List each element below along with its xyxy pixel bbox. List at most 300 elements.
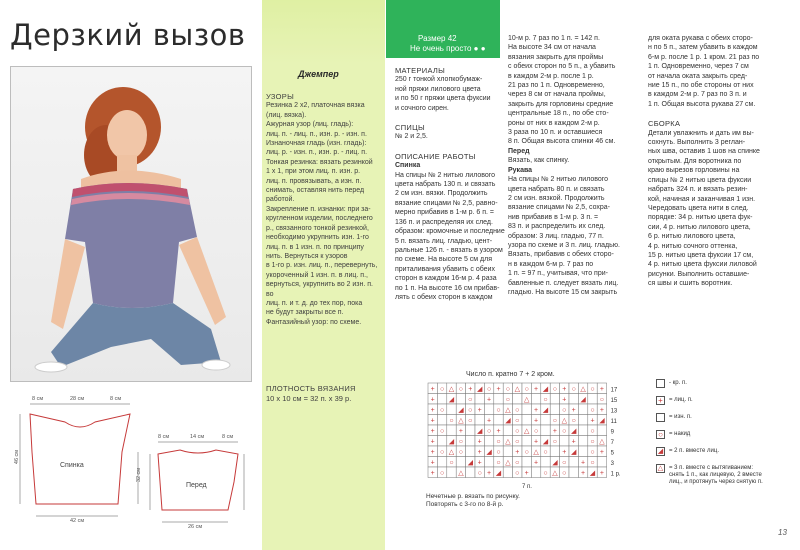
chart-symbol: △ — [505, 459, 511, 467]
dim-label: 28 см — [70, 396, 85, 402]
text-line: в каждом 2-м р. после 1 р. — [508, 72, 594, 80]
chart-symbol: + — [599, 406, 604, 414]
chart-symbol: + — [571, 438, 576, 446]
chart-symbol: ○ — [562, 459, 567, 467]
chart-symbol: ○ — [496, 438, 501, 446]
back-continued — [508, 34, 622, 147]
chart-symbol: + — [430, 406, 435, 414]
text-line: 15 р. нитью цвета фуксии 17 см, — [648, 251, 754, 259]
knitting-chart — [426, 381, 636, 489]
chart-symbol: + — [599, 448, 604, 456]
chart-symbol: ○ — [524, 448, 529, 456]
size-label: Размер 42 — [418, 34, 457, 43]
chart-row-number: 11 — [610, 418, 617, 425]
schematic-drawing — [10, 392, 250, 542]
text-line: образом: кромочные и последние — [395, 228, 505, 236]
chart-symbol: + — [515, 448, 520, 456]
text-line: снимать, оставляя нить перед — [266, 187, 365, 195]
chart-symbol: ◢ — [571, 448, 577, 456]
chart-symbol: ○ — [468, 406, 473, 414]
materials-lines — [395, 75, 505, 113]
text-line: кругленном изделии, последнего — [266, 215, 373, 223]
text-line: узора по схеме и 3 п. лиц. гладью. — [508, 241, 620, 249]
chart-cell — [484, 457, 493, 468]
chart-symbol: ○ — [496, 459, 501, 467]
text-line: На спицы № 2 нитью лилового — [508, 176, 609, 184]
text-line: цвета набрать 80 п. и связать — [508, 185, 605, 193]
chart-cell — [456, 457, 465, 468]
chart-cell — [456, 394, 465, 405]
text-line: лиц. п. провязывать, а изн. п. — [266, 177, 362, 185]
chart-symbol: ○ — [562, 406, 567, 414]
text-line: сии, 4 р. нитью лилового цвета, — [648, 223, 751, 231]
text-line: 4 р. нитью цвета фуксии лиловой — [648, 261, 757, 269]
chart-footer-line: Нечетные р. вязать по рисунку. — [426, 493, 520, 500]
chart-footer-line: Повторять с 3-го по 8-й р. — [426, 501, 504, 508]
chart-symbol: ○ — [571, 417, 576, 425]
chart-symbol: ○ — [439, 427, 445, 435]
dim-label: 42 см — [70, 518, 85, 524]
text-line: бавленные п. следует вязать лиц. — [508, 279, 619, 287]
chart-symbol: ○ — [590, 427, 595, 435]
chart-symbol: ○ — [505, 396, 511, 404]
text-line: набрать 324 п. и вязать резин- — [648, 186, 748, 194]
chart-legend — [656, 379, 764, 495]
difficulty-label: Не очень просто ● ● — [410, 44, 486, 53]
chart-repeat-label: 7 п. — [522, 484, 532, 489]
text-line: На спицы № 2 нитью лилового — [395, 171, 496, 179]
legend-plus-icon: + — [656, 396, 665, 405]
text-line: гладью. На высоте 15 см закрыть — [508, 288, 618, 296]
chart-row-number: 3 — [610, 460, 614, 467]
chart-symbol: + — [477, 438, 482, 446]
chart-symbol: + — [581, 459, 586, 467]
needles-value: № 2 и 2,5. — [395, 133, 428, 141]
chart-symbol: ○ — [458, 448, 464, 456]
chart-cell — [484, 404, 493, 415]
chart-symbol: + — [599, 469, 604, 477]
text-line: по схеме. На высоте 5 см для — [395, 256, 493, 264]
sleeve-lines — [508, 175, 622, 297]
text-line: На высоте 34 см от начала — [508, 44, 596, 52]
back-piece-label: Спинка — [60, 462, 84, 469]
chart-symbol: + — [430, 396, 435, 404]
text-line: закрыть для горловины средние — [508, 100, 614, 108]
text-line: ных шва, оставив 1 шов на спинке — [648, 148, 760, 156]
dim-label: 14 см — [190, 434, 205, 440]
chart-cell — [447, 467, 456, 478]
text-line: ние 15 п., по обе стороны от них — [648, 82, 754, 90]
chart-cell — [522, 415, 531, 426]
legend-sk2p-icon: △ — [657, 465, 664, 472]
chart-symbol: ◢ — [552, 459, 558, 467]
text-line: вернуться, укрупнить во 2 изн. п. во — [266, 281, 373, 298]
density-heading: ПЛОТНОСТЬ ВЯЗАНИЯ — [266, 384, 356, 393]
difficulty-dots-icon: ● ● — [473, 44, 486, 53]
back-lines — [395, 171, 505, 303]
chart-symbol: ◢ — [589, 469, 596, 477]
chart-symbol: ○ — [590, 448, 595, 456]
sleeves-heading: Рукава — [508, 166, 533, 174]
text-line: в 1-го р. изн. лиц. п., перевернуть, — [266, 262, 378, 270]
chart-symbol: ◢ — [571, 427, 577, 435]
chart-symbol: + — [552, 427, 557, 435]
text-line: нив прибавив в 1-м р. 3 п. = — [508, 213, 599, 221]
chart-cell — [569, 467, 578, 478]
chart-symbol: △ — [599, 438, 605, 446]
text-line: Тонкая резинка: вязать резинкой — [266, 158, 373, 166]
dim-label: 8 см — [158, 434, 170, 440]
chart-row-number: 7 — [610, 439, 614, 446]
chart-symbol: + — [496, 427, 501, 435]
dim-label: 8 см — [110, 396, 122, 402]
materials-column — [395, 66, 505, 302]
front-lines — [508, 156, 622, 165]
chart-symbol: △ — [458, 417, 464, 425]
chart-symbol: ◢ — [477, 385, 483, 393]
chart-symbol: ○ — [562, 469, 567, 477]
chart-symbol: + — [477, 406, 482, 414]
text-line: краю вырезов горловины на — [648, 167, 740, 175]
chart-symbol: ○ — [496, 448, 501, 456]
chart-symbol: ◢ — [542, 406, 549, 414]
dim-label: 46 см — [14, 449, 21, 465]
chart-symbol: + — [477, 459, 482, 467]
chart-symbol: + — [430, 448, 435, 456]
text-line: образом: 3 лиц. гладью, 77 п. — [508, 232, 604, 240]
patterns-lines — [266, 101, 382, 327]
chart-symbol: + — [496, 385, 501, 393]
chart-symbol: ○ — [552, 438, 558, 446]
chart-symbol: △ — [524, 396, 530, 404]
text-line: кой, начиная и заканчивая 1 изн. — [648, 195, 756, 203]
chart-symbol: ○ — [543, 469, 548, 477]
chart-symbol: ○ — [590, 438, 595, 446]
chart-row-number: 17 — [610, 387, 618, 394]
text-line: Закрепление п. изнанки: при за- — [266, 205, 371, 213]
text-line: Детали увлажнить и дать им вы- — [648, 129, 754, 137]
chart-symbol: + — [590, 417, 595, 425]
chart-symbol: ○ — [552, 385, 558, 393]
chart-cell — [437, 394, 446, 405]
chart-symbol: + — [487, 396, 492, 404]
chart-cell — [475, 394, 484, 405]
chart-symbol: ◢ — [467, 459, 473, 467]
chart-cell — [447, 425, 456, 436]
chart-symbol: △ — [458, 469, 464, 477]
chart-cell — [484, 436, 493, 447]
chart-symbol: ○ — [562, 427, 567, 435]
assembly-heading: СБОРКА — [648, 119, 681, 129]
text-line: 136 п. и распределяя их след. — [395, 218, 493, 226]
text-line: (лиц. вязка). — [266, 111, 307, 119]
chart-symbol: + — [468, 385, 473, 393]
dim-label: 8 см — [222, 434, 234, 440]
chart-cell — [578, 436, 587, 447]
chart-footer — [426, 493, 520, 509]
chart-row-number: 15 — [610, 397, 618, 404]
chart-symbol: + — [571, 406, 576, 414]
text-line: мерно прибавив в 1-м р. 6 п. = — [395, 209, 494, 217]
chart-cell — [503, 467, 512, 478]
chart-symbol: ○ — [515, 406, 520, 414]
text-line: и по 50 г пряжи цвета фуксии — [395, 95, 491, 103]
legend-item: = изн. п. — [669, 414, 692, 420]
text-line: 83 п. и распределить их след. — [508, 223, 606, 231]
chart-symbol: + — [534, 459, 539, 467]
patterns-heading: УЗОРЫ — [266, 92, 295, 101]
text-line: приталивания убавить с обеих — [395, 265, 495, 273]
chart-symbol: + — [524, 469, 529, 477]
chart-symbol: ○ — [458, 438, 464, 446]
needles-heading: СПИЦЫ — [395, 123, 425, 133]
chart-symbol: + — [534, 417, 539, 425]
legend-item: - кр. п. — [669, 380, 687, 386]
text-line: 1 п. = 97 п., учитывая, что при- — [508, 270, 608, 278]
text-line: 250 г тонкой хлопкобумаж- — [395, 76, 483, 84]
chart-symbol: ◢ — [458, 406, 464, 414]
chart-cell — [541, 415, 550, 426]
chart-cell — [475, 415, 484, 426]
text-line: от начала окатa закрыть сред- — [648, 72, 748, 80]
chart-cell — [494, 394, 503, 405]
chart-symbol: ○ — [590, 406, 595, 414]
text-line: лиц. п. и т. д. до тех пор, пока — [266, 299, 363, 307]
text-line: Чередовать цвета нити в след. — [648, 204, 749, 212]
chart-symbol: + — [458, 427, 463, 435]
chart-symbol: ○ — [543, 448, 548, 456]
chart-cell — [513, 394, 522, 405]
text-line: Изнаночная гладь (изн. гладь): — [266, 140, 367, 148]
chart-symbol: + — [430, 459, 435, 467]
chart-row-number: 5 — [610, 450, 614, 457]
chart-symbol: ○ — [439, 406, 445, 414]
text-line: спицы № 2 нитью цвета фуксии — [648, 176, 752, 184]
text-line: 3 раза по 10 п. и оставшиеся — [508, 129, 603, 137]
chart-symbol: △ — [505, 406, 511, 414]
text-line: р., связанного тонкой резинкой, — [266, 224, 369, 232]
chart-cell — [531, 467, 540, 478]
text-line: 1 п. Общая высота рукава 27 см. — [648, 100, 756, 108]
chart-row-number: 9 — [610, 429, 614, 436]
chart-cell — [522, 404, 531, 415]
chart-symbol: ○ — [477, 469, 482, 477]
chart-symbol: ◢ — [542, 438, 549, 446]
chart-cell — [550, 404, 559, 415]
chart-symbol: + — [430, 417, 435, 425]
chart-cell — [550, 446, 559, 457]
density-block — [266, 384, 382, 404]
chart-symbol: ○ — [458, 385, 464, 393]
text-line: ся швы и сшить воротник. — [648, 280, 733, 288]
chart-symbol: ◢ — [599, 417, 605, 425]
chart-symbol: △ — [448, 448, 455, 456]
text-line: лиц. р. - изн. п., изн. р. - лиц. п. — [266, 149, 368, 157]
text-line: н по 5 п., затем убавить в каждом — [648, 44, 758, 52]
chart-symbol: ○ — [486, 385, 492, 393]
chart-symbol: ○ — [515, 459, 520, 467]
legend-box-edge — [656, 379, 665, 388]
chart-cell — [541, 457, 550, 468]
chart-symbol: + — [534, 438, 539, 446]
chart-cell — [569, 457, 578, 468]
pattern-schematics — [10, 392, 250, 542]
chart-symbol: ○ — [496, 406, 501, 414]
text-line: вязание спицами № 2,5, сохра- — [508, 204, 611, 212]
chart-cell — [522, 457, 531, 468]
chart-symbol: + — [477, 448, 482, 456]
dim-label: 32 см — [136, 467, 143, 483]
chart-cell — [466, 467, 475, 478]
text-line: 5 п. вязать лиц. гладью, цент- — [395, 237, 493, 245]
chart-cell — [466, 446, 475, 457]
text-line: нить. Вернуться к узоров — [266, 252, 348, 260]
chart-symbol: ○ — [439, 469, 445, 477]
front-heading: Перед — [508, 147, 530, 155]
chart-symbol: △ — [505, 438, 511, 446]
text-line: для окатa рукава с обеих сторо- — [648, 35, 753, 42]
patterns-text — [266, 92, 382, 327]
chart-symbol: ○ — [468, 417, 473, 425]
text-line: порядке: 34 р. нитью цвета фук- — [648, 214, 753, 222]
text-line: лиц. п. в 1 изн. п. по принципу — [266, 243, 364, 251]
chart-symbol: ○ — [449, 417, 454, 425]
text-line: Вязать, как спинку. — [508, 157, 570, 165]
model-illustration — [11, 67, 251, 381]
text-line: по 1 п. На высоте 16 см прибав- — [395, 284, 500, 292]
work-column-3 — [648, 34, 778, 289]
chart-cell — [437, 436, 446, 447]
chart-symbol: ◢ — [448, 396, 455, 404]
chart-symbol: ○ — [515, 417, 520, 425]
chart-cell — [447, 404, 456, 415]
garment-name: Джемпер — [298, 69, 339, 79]
chart-symbol: ◢ — [580, 396, 586, 404]
chart-cell — [503, 425, 512, 436]
text-line: 8 п. Общая высота спинки 46 см. — [508, 138, 616, 146]
chart-cell — [494, 415, 503, 426]
text-line: Резинка 2 х2, платочная вязка — [266, 102, 365, 110]
text-line: через 8 см от начала проймы, — [508, 91, 606, 99]
text-line: необходимо укрупнить изн. 1-го — [266, 234, 369, 242]
text-line: 6 р. нитью лилового цвета, — [648, 233, 736, 241]
sleeve-continued — [648, 34, 778, 109]
chart-cell — [531, 394, 540, 405]
legend-item: = накид — [669, 431, 691, 437]
text-line: работой. — [266, 196, 295, 204]
chart-row-number: 13 — [610, 408, 618, 415]
chart-symbol: ○ — [590, 459, 595, 467]
text-line: сохнуть. Выполнить 3 реглан- — [648, 139, 746, 147]
chart-cell — [597, 457, 606, 468]
chart-symbol: + — [534, 385, 539, 393]
text-line: 4 р. нитью сочного оттенка, — [648, 242, 738, 250]
chart-symbol: + — [430, 438, 435, 446]
text-line: и сочного сирен. — [395, 104, 449, 112]
text-line: ной пряжи лилового цвета — [395, 85, 481, 93]
text-line: открытым. Для воротника по — [648, 157, 742, 165]
chart-cell — [522, 436, 531, 447]
chart-symbol: ○ — [486, 427, 492, 435]
chart-symbol: ○ — [515, 427, 520, 435]
text-line: вязание спицами № 2,5, равно- — [395, 199, 498, 207]
text-line: лиц. п. - лиц. п., изн. р. - изн. п. — [266, 130, 367, 138]
chart-cell — [503, 446, 512, 457]
chart-caption: Число п. кратно 7 + 2 кром. — [466, 371, 555, 378]
materials-heading: МАТЕРИАЛЫ — [395, 66, 446, 75]
chart-cell — [550, 394, 559, 405]
text-line: н в каждом 6-м р. 7 раз по — [508, 260, 594, 268]
chart-symbol: ○ — [439, 385, 445, 393]
legend-item: = 2 п. вместе лиц. — [669, 448, 719, 454]
text-line: роны от них в каждом 2-м р. — [508, 119, 600, 127]
chart-symbol: ○ — [449, 459, 454, 467]
chart-cell — [466, 436, 475, 447]
chart-cell — [541, 425, 550, 436]
work-column-2 — [508, 34, 622, 297]
chart-symbol: △ — [580, 385, 586, 393]
text-line: укороченный 1 изн. п. в лиц. п., — [266, 271, 368, 279]
patterns-panel-header — [262, 0, 385, 64]
chart-symbol: + — [562, 385, 567, 393]
text-line: сторон в каждом 16-м р. 4 раза — [395, 275, 497, 283]
model-photo — [10, 66, 252, 382]
chart-symbol: ◢ — [477, 427, 483, 435]
chart-symbol: ○ — [533, 427, 539, 435]
text-line: вязания закрыть для проймы — [508, 53, 604, 61]
chart-symbol: ○ — [515, 469, 520, 477]
text-line: 21 раз по 1 п. Одновременно, — [508, 82, 605, 90]
chart-symbol: + — [487, 469, 492, 477]
text-line: Фантазийный узор: по схеме. — [266, 318, 362, 326]
chart-symbol: ○ — [524, 385, 529, 393]
chart-symbol: ○ — [505, 385, 511, 393]
chart-symbol: ○ — [599, 396, 605, 404]
chart-symbol: △ — [448, 385, 455, 393]
text-line: ральные 126 п. - вязать в узором — [395, 246, 503, 254]
chart-symbol: + — [562, 396, 567, 404]
text-line: цвета набрать 130 п. и связать — [395, 181, 496, 189]
chart-symbol: △ — [524, 427, 530, 435]
chart-symbol: △ — [514, 385, 520, 393]
dim-label: 26 см — [188, 524, 203, 530]
legend-blank-icon — [656, 413, 665, 422]
text-line: лять с обеих сторон в каждом — [395, 293, 493, 301]
chart-cell — [578, 404, 587, 415]
chart-symbol: ○ — [468, 396, 473, 404]
work-heading: ОПИСАНИЕ РАБОТЫ — [395, 151, 476, 161]
chart-symbol: + — [599, 385, 604, 393]
chart-symbol: ○ — [543, 396, 548, 404]
dim-label: 8 см — [32, 396, 44, 402]
chart-symbol: + — [430, 427, 435, 435]
chart-symbol: ○ — [515, 438, 520, 446]
chart-row-number: 1 р. — [610, 471, 621, 478]
page-title: Дерзкий вызов — [10, 18, 246, 52]
chart-cell — [597, 425, 606, 436]
text-line: 10-м р. 7 раз по 1 п. = 142 п. — [508, 35, 600, 42]
text-line: 1 п. Одновременно, через 7 см — [648, 63, 749, 71]
chart-symbol: ◢ — [448, 438, 455, 446]
chart-cell — [560, 436, 569, 447]
chart-symbol: + — [430, 385, 435, 393]
text-line: 1 х 1, при этом лиц. п. изн. р. — [266, 168, 361, 176]
chart-symbol: ◢ — [495, 469, 502, 477]
chart-symbol: ○ — [552, 417, 558, 425]
assembly-lines — [648, 129, 778, 289]
knitting-chart-grid — [426, 381, 636, 489]
chart-cell — [569, 394, 578, 405]
